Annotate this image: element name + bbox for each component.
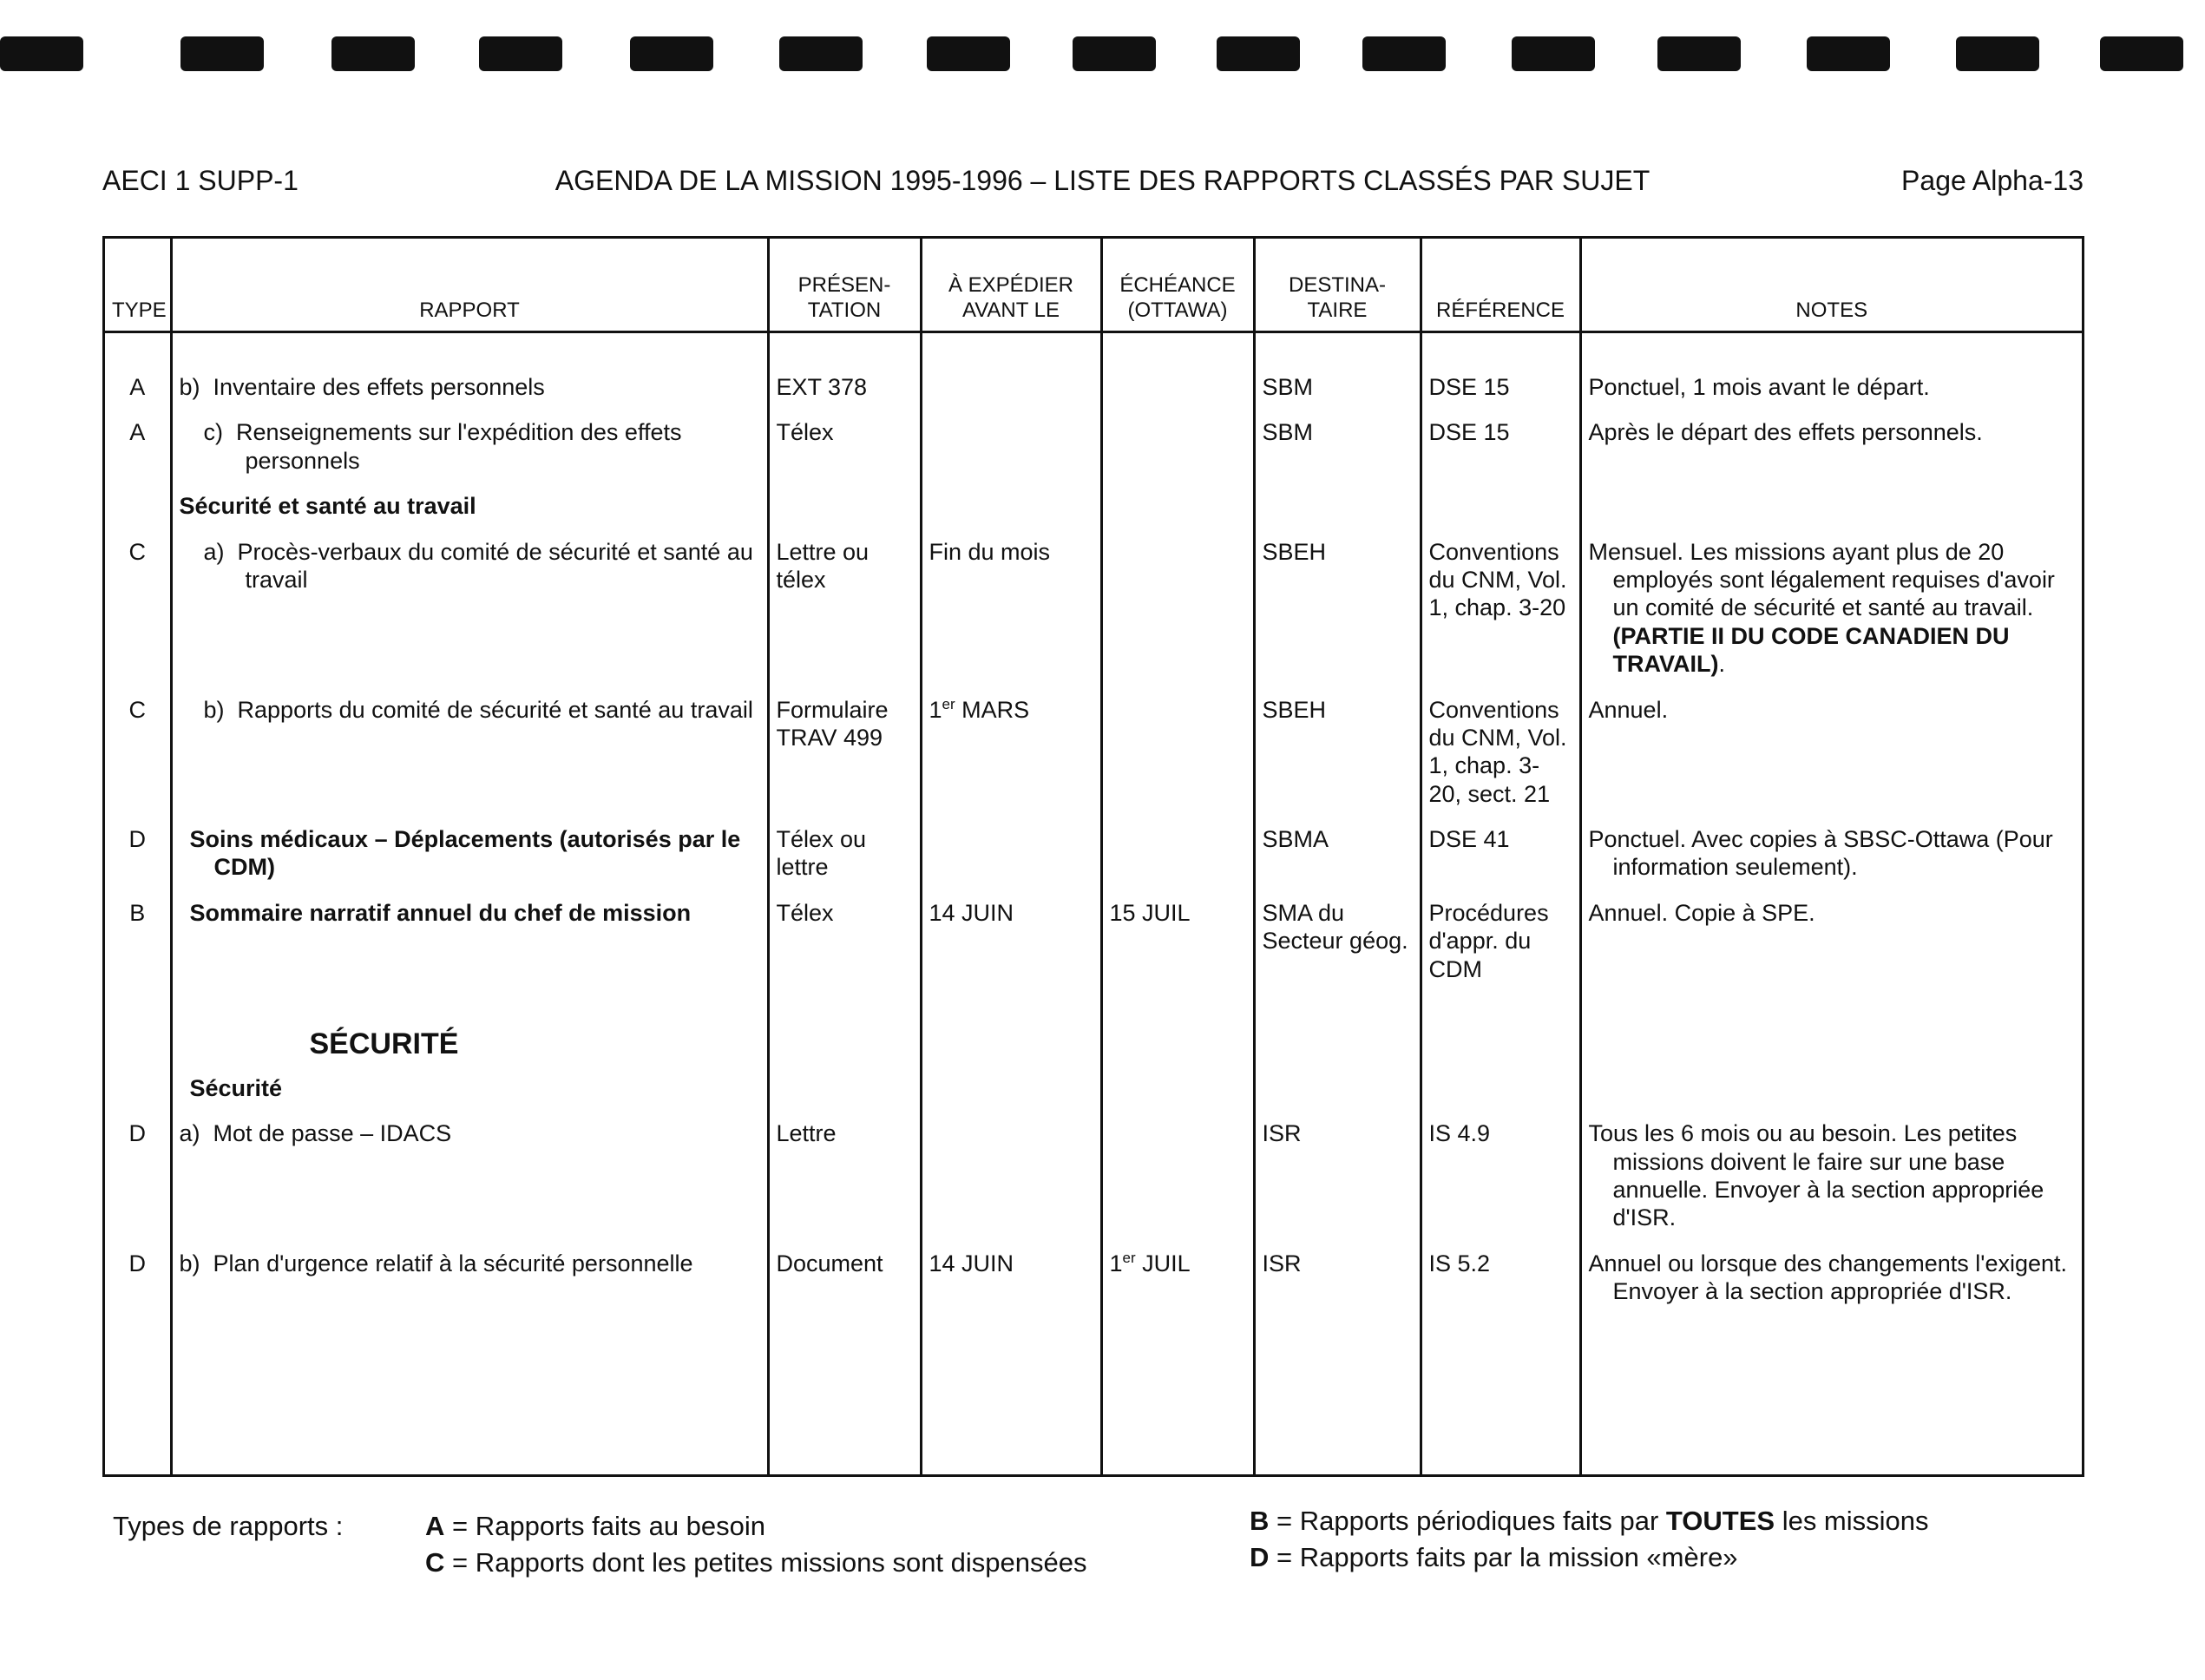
notes: Après le départ des effets personnels. (1580, 410, 2082, 483)
notes: Annuel. (1580, 687, 2082, 817)
legend-a-c (425, 1508, 1087, 1581)
report-name: a) Mot de passe – IDACS (171, 1111, 768, 1241)
send-before: Fin du mois (921, 529, 1101, 687)
report-name: Soins médicaux – Déplacements (autorisés par le CDM) (171, 817, 768, 890)
punch-hole (1512, 36, 1595, 71)
table-row (105, 410, 2082, 483)
punch-hole (927, 36, 1010, 71)
table-row (105, 1241, 2082, 1315)
punch-hole (0, 36, 83, 71)
punch-hole (2100, 36, 2183, 71)
punch-hole (180, 36, 264, 71)
table-row (105, 483, 2082, 528)
table-row (105, 817, 2082, 890)
subheading-sst: Sécurité et santé au travail (171, 483, 768, 528)
due-date: 1er JUIL (1101, 1241, 1254, 1315)
page-title: AGENDA DE LA MISSION 1995-1996 – LISTE DES RAPPORTS CLASSÉS PAR SUJET (555, 165, 1650, 196)
punch-hole (479, 36, 562, 71)
send-before: 14 JUIN (921, 1241, 1101, 1315)
due-date: 15 JUIL (1101, 890, 1254, 992)
report-type: B (129, 899, 146, 926)
legend-a: A = Rapports faits au besoin (425, 1511, 766, 1541)
legend-b-d (1250, 1503, 1929, 1576)
col-header-reference: RÉFÉRENCE (1421, 239, 1580, 332)
send-before (921, 1111, 1101, 1241)
table-header-row (105, 239, 2082, 332)
col-header-type: TYPE (105, 239, 171, 332)
presentation: Télex (768, 410, 921, 483)
recipient: SMA du Secteur géog. (1254, 890, 1421, 992)
reference: Conventions du CNM, Vol. 1, chap. 3-20 (1421, 529, 1580, 687)
presentation: Télex ou lettre (768, 817, 921, 890)
presentation: Télex (768, 890, 921, 992)
punch-hole (1657, 36, 1741, 71)
punch-hole (1073, 36, 1156, 71)
notes: Ponctuel. Avec copies à SBSC-Ottawa (Pour information seulement). (1580, 817, 2082, 890)
reference: DSE 41 (1421, 817, 1580, 890)
section-heading: SÉCURITÉ Sécurité (171, 992, 768, 1111)
presentation: EXT 378 (768, 332, 921, 410)
table-row (105, 332, 2082, 410)
reference: IS 4.9 (1421, 1111, 1580, 1241)
recipient: SBM (1254, 410, 1421, 483)
col-header-presentation: PRÉSEN- TATION (768, 239, 921, 332)
send-before (921, 410, 1101, 483)
table-row (105, 529, 2082, 687)
reference: Conventions du CNM, Vol. 1, chap. 3-20, sect. 21 (1421, 687, 1580, 817)
col-header-echeance: ÉCHÉANCE (OTTAWA) (1101, 239, 1254, 332)
due-date (1101, 529, 1254, 687)
due-date (1101, 332, 1254, 410)
report-type: D (128, 1120, 146, 1147)
presentation: Lettre (768, 1111, 921, 1241)
presentation: Document (768, 1241, 921, 1315)
send-before (921, 817, 1101, 890)
reference: DSE 15 (1421, 332, 1580, 410)
legend-b: B = Rapports périodiques faits par TOUTES les missions (1250, 1506, 1929, 1536)
report-type: D (128, 826, 146, 853)
presentation: Lettre ou télex (768, 529, 921, 687)
due-date (1101, 410, 1254, 483)
due-date (1101, 687, 1254, 817)
report-type: A (129, 419, 146, 446)
table-row (105, 890, 2082, 992)
report-name: b) Rapports du comité de sécurité et santé au travail (171, 687, 768, 817)
table-filler-row (105, 1315, 2082, 1474)
punch-hole (1807, 36, 1890, 71)
recipient: SBMA (1254, 817, 1421, 890)
due-date (1101, 1111, 1254, 1241)
report-type: D (128, 1250, 146, 1276)
notes: Tous les 6 mois ou au besoin. Les petites missions doivent le faire sur une base annuelle. Envoyer à la section appropriée d'ISR. (1580, 1111, 2082, 1241)
table-row (105, 992, 2082, 1111)
report-table (105, 239, 2082, 1474)
table-row (105, 687, 2082, 817)
punch-hole (1362, 36, 1446, 71)
recipient: ISR (1254, 1241, 1421, 1315)
report-name: Sommaire narratif annuel du chef de mission (171, 890, 768, 992)
report-name: c) Renseignements sur l'expédition des effets personnels (171, 410, 768, 483)
punch-hole (1217, 36, 1300, 71)
legend-d: D = Rapports faits par la mission «mère» (1250, 1541, 1738, 1572)
presentation: Formulaire TRAV 499 (768, 687, 921, 817)
punch-hole (1956, 36, 2039, 71)
recipient: SBEH (1254, 687, 1421, 817)
recipient: SBM (1254, 332, 1421, 410)
notes: Annuel. Copie à SPE. (1580, 890, 2082, 992)
report-name: a) Procès-verbaux du comité de sécurité et santé au travail (171, 529, 768, 687)
report-type: C (128, 538, 146, 565)
col-header-destinataire: DESTINA- TAIRE (1254, 239, 1421, 332)
recipient: ISR (1254, 1111, 1421, 1241)
legend-c: C = Rapports dont les petites missions sont dispensées (425, 1546, 1087, 1578)
notes: Annuel ou lorsque des changements l'exigent. Envoyer à la section appropriée d'ISR. (1580, 1241, 2082, 1315)
send-before: 1er MARS (921, 687, 1101, 817)
report-name: b) Plan d'urgence relatif à la sécurité personnelle (171, 1241, 768, 1315)
report-type: C (128, 696, 146, 723)
send-before: 14 JUIN (921, 890, 1101, 992)
table-row (105, 1111, 2082, 1241)
punch-hole (331, 36, 415, 71)
legend-label: Types de rapports : (113, 1511, 344, 1541)
due-date (1101, 817, 1254, 890)
report-type: A (129, 374, 146, 400)
notes: Ponctuel, 1 mois avant le départ. (1580, 332, 2082, 410)
punch-hole (779, 36, 863, 71)
reference: Procédures d'appr. du CDM (1421, 890, 1580, 992)
send-before (921, 332, 1101, 410)
page-number: Page Alpha-13 (1901, 165, 2084, 196)
recipient: SBEH (1254, 529, 1421, 687)
report-table-frame (102, 236, 2084, 1477)
col-header-expedier: À EXPÉDIER AVANT LE (921, 239, 1101, 332)
col-header-notes: NOTES (1580, 239, 2082, 332)
reference: DSE 15 (1421, 410, 1580, 483)
col-header-rapport: RAPPORT (171, 239, 768, 332)
document-code: AECI 1 SUPP-1 (102, 165, 299, 196)
notes: Mensuel. Les missions ayant plus de 20 employés sont légalement requises d'avoir un comité de sécurité et santé au travail. (PARTIE II DU CODE CANADIEN DU TRAVAIL). (1580, 529, 2082, 687)
punch-hole (630, 36, 713, 71)
report-name: b) Inventaire des effets personnels (171, 332, 768, 410)
reference: IS 5.2 (1421, 1241, 1580, 1315)
